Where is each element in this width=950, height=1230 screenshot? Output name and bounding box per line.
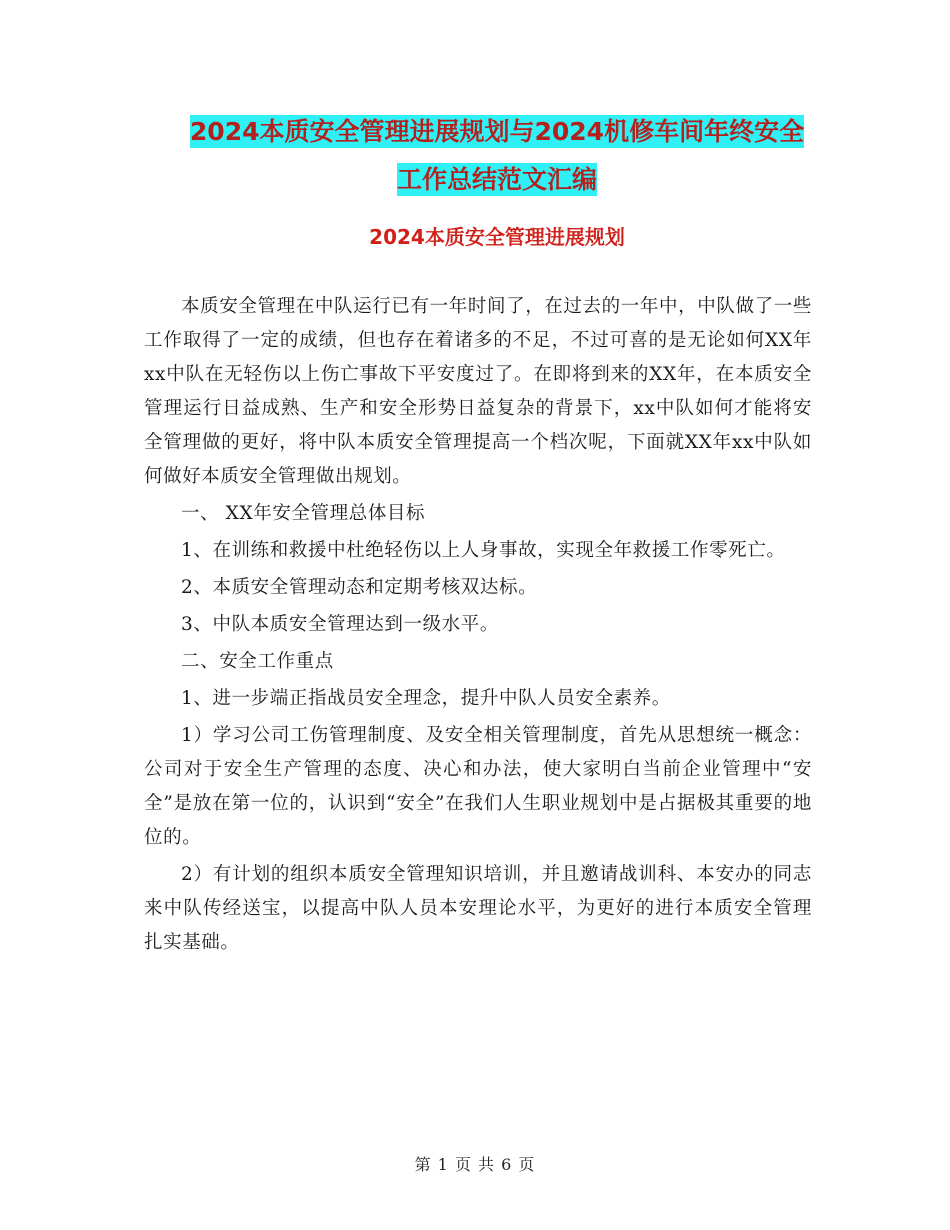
- paragraph-goal-3: 3、中队本质安全管理达到一级水平。: [181, 614, 499, 635]
- section-heading: 2024本质安全管理进展规划: [369, 225, 625, 249]
- paragraph-goal-1: 1、在训练和救援中杜绝轻伤以上人身事故，实现全年救援工作零死亡。: [181, 540, 786, 561]
- paragraph-heading-focus: 二、安全工作重点: [181, 651, 334, 672]
- document-title-line-2: 工作总结范文汇编: [396, 165, 597, 194]
- paragraph-focus-1-item-2: 2）有计划的组织本质安全管理知识培训，并且邀请战训科、本安办的同志来中队传经送宝，以提高中队人员本安理论水平，为更好的进行本质安全管理扎实基础。: [144, 864, 812, 953]
- document-body: [144, 290, 812, 963]
- paragraph-intro: 本质安全管理在中队运行已有一年时间了，在过去的一年中，中队做了一些工作取得了一定的成绩，但也存在着诸多的不足，不过可喜的是无论如何XX年xx中队在无轻伤以上伤亡事故下平安度过了。在即将到来的XX年，在本质安全管理运行日益成熟、生产和安全形势日益复杂的背景下，xx中队如何才能将安全管理做的更好，将中队本质安全管理提高一个档次呢，下面就XX年xx中队如何做好本质安全管理做出规划。: [144, 296, 812, 487]
- paragraph-goal-2: 2、本质安全管理动态和定期考核双达标。: [181, 577, 538, 598]
- document-title-line-1: 2024本质安全管理进展规划与2024机修车间年终安全: [189, 117, 805, 146]
- paragraph-heading-goals: 一、 XX年安全管理总体目标: [181, 503, 426, 524]
- document-title: [140, 108, 854, 204]
- paragraph-focus-1: 1、进一步端正指战员安全理念，提升中队人员安全素养。: [181, 688, 671, 709]
- page-number-footer: 第 1 页 共 6 页: [414, 1155, 536, 1174]
- paragraph-focus-1-item-1: 1）学习公司工伤管理制度、及安全相关管理制度，首先从思想统一概念：公司对于安全生产管理的态度、决心和办法，使大家明白当前企业管理中“安全”是放在第一位的，认识到“安全”在我们人生职业规划中是占据极其重要的地位的。: [144, 725, 812, 848]
